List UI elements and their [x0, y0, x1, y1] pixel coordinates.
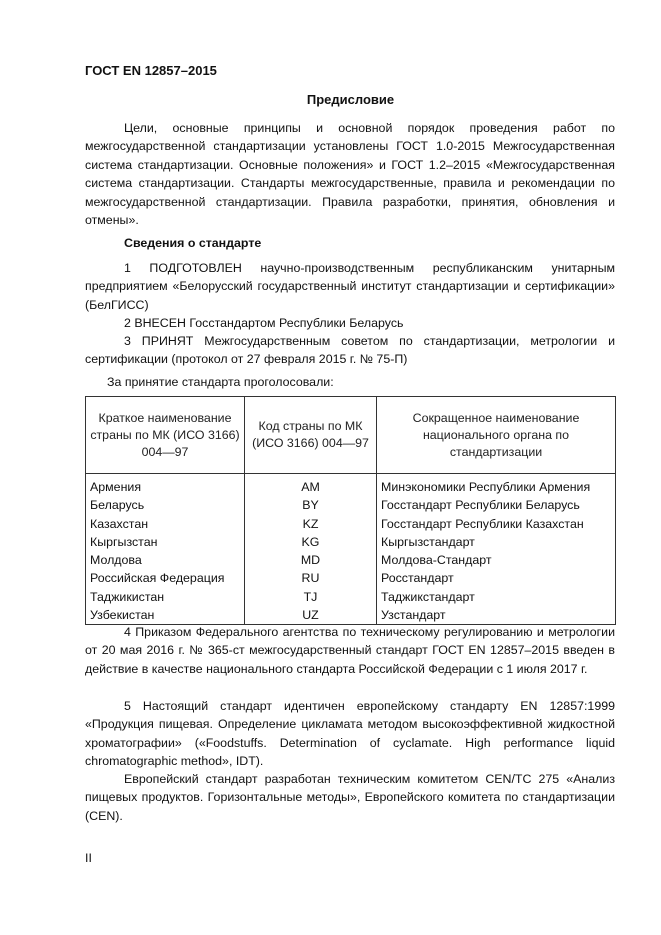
item-introduced: 2 ВНЕСЕН Госстандартом Республики Беларусь [124, 316, 404, 330]
code-cell: KZ [245, 515, 377, 533]
table-row [86, 533, 616, 551]
country-cell: Узбекистан [86, 606, 245, 625]
body-cell: Таджикстандарт [377, 588, 616, 606]
item-prepared: 1 ПОДГОТОВЛЕН научно-производственным республиканским унитарным предприятием «Белорусский государственный институт стандартизации и сертификации» (БелГИСС) [85, 261, 615, 312]
body-cell: Молдова-Стандарт [377, 551, 616, 569]
country-cell: Армения [86, 474, 245, 497]
page-title: Предисловие [306, 92, 395, 107]
body-cell: Госстандарт Республики Казахстан [377, 515, 616, 533]
code-cell: UZ [245, 606, 377, 625]
code-cell: KG [245, 533, 377, 551]
section-subtitle: Сведения о стандарте [124, 236, 262, 250]
column-header-country: Краткое наименование страны по МК (ИСО 3166) 004—97 [86, 397, 245, 474]
body-cell: Минэкономики Республики Армения [377, 474, 616, 497]
country-cell: Российская Федерация [86, 569, 245, 587]
body-cell: Росстандарт [377, 569, 616, 587]
document-code: ГОСТ EN 12857–2015 [85, 63, 217, 78]
body-cell: Узстандарт [377, 606, 616, 625]
code-cell: TJ [245, 588, 377, 606]
column-header-body: Сокращенное наименование национального органа по стандартизации [377, 397, 616, 474]
country-cell: Беларусь [86, 496, 245, 514]
code-cell: BY [245, 496, 377, 514]
page-number: II [85, 851, 92, 865]
code-cell: MD [245, 551, 377, 569]
table-row [86, 551, 616, 569]
voted-label: За принятие стандарта проголосовали: [107, 375, 334, 389]
item-identical: 5 Настоящий стандарт идентичен европейскому стандарту EN 12857:1999 «Продукция пищевая. Определение цикламата методом высокоэффективной жидкостной хроматографии» («Foodstuffs. Determination of cyclamate. High performance liquid chromatographic method», IDT). [85, 699, 615, 769]
country-cell: Таджикистан [86, 588, 245, 606]
body-cell: Кыргызстандарт [377, 533, 616, 551]
table-row [86, 496, 616, 514]
item-enacted: 4 Приказом Федерального агентства по техническому регулированию и метрологии от 20 мая 2016 г. № 365-ст межгосударственный стандарт ГОСТ EN 12857–2015 введен в действие в качестве национального стандарта Российской Федерации с 1 июля 2017 г. [85, 625, 615, 676]
table-row [86, 515, 616, 533]
country-cell: Кыргызстан [86, 533, 245, 551]
code-cell: RU [245, 569, 377, 587]
voting-table [85, 396, 616, 625]
intro-paragraph: Цели, основные принципы и основной порядок проведения работ по межгосударственной стандартизации установлены ГОСТ 1.0-2015 Межгосударственная система стандартизации. Основные положения» и ГОСТ 1.2–2015 «Межгосударственная система стандартизации. Стандарты межгосударственные, правила и рекомендации по межгосударственной стандартизации. Правила разработки, принятия, обновления и отмены». [85, 121, 615, 228]
code-cell: AM [245, 474, 377, 497]
table-row [86, 588, 616, 606]
table-row [86, 569, 616, 587]
country-cell: Казахстан [86, 515, 245, 533]
body-cell: Госстандарт Республики Беларусь [377, 496, 616, 514]
cen-note: Европейский стандарт разработан техническим комитетом CEN/TC 275 «Анализ пищевых продуктов. Горизонтальные методы», Европейского комитета по стандартизации (CEN). [85, 772, 615, 823]
column-header-code: Код страны по МК (ИСО 3166) 004—97 [245, 397, 377, 474]
country-cell: Молдова [86, 551, 245, 569]
table-row [86, 474, 616, 497]
table-header-row [86, 397, 616, 474]
item-adopted: 3 ПРИНЯТ Межгосударственным советом по стандартизации, метрологии и сертификации (протокол от 27 февраля 2015 г. № 75-П) [85, 334, 615, 367]
